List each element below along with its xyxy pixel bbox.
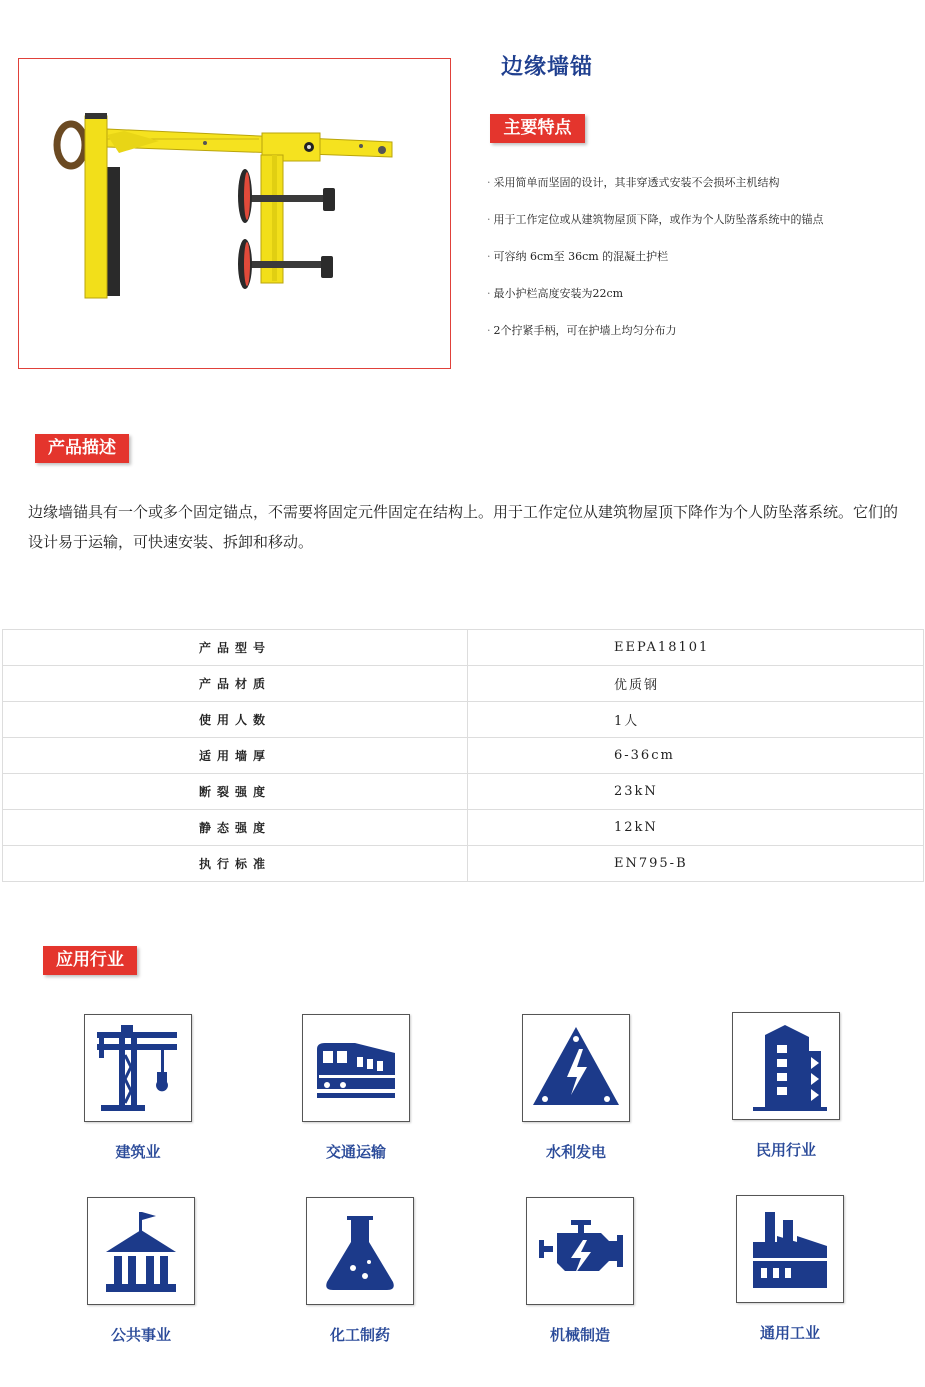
bullet-dot: · bbox=[487, 250, 491, 263]
feature-item: · 2个拧紧手柄，可在护墙上均匀分布力 bbox=[487, 324, 677, 337]
bullet-dot: · bbox=[487, 213, 491, 226]
feature-item: · 采用简单而坚固的设计，其非穿透式安装不会损坏主机结构 bbox=[487, 176, 780, 189]
industry-label: 交通运输 bbox=[325, 1143, 386, 1161]
feature-item: · 最小护栏高度安装为22cm bbox=[487, 287, 624, 300]
industry-label: 化工制药 bbox=[329, 1326, 390, 1344]
spec-key: 产品型号 bbox=[3, 630, 468, 666]
product-image bbox=[18, 58, 451, 369]
bullet-dot: · bbox=[487, 176, 491, 189]
industry-label: 民用行业 bbox=[755, 1141, 816, 1159]
bullet-dot: · bbox=[487, 287, 491, 300]
features-tag: 主要特点 bbox=[490, 114, 585, 143]
table-row bbox=[3, 630, 924, 666]
electric-warning-icon bbox=[522, 1014, 630, 1122]
table-row bbox=[3, 810, 924, 846]
spec-value: 6-36cm bbox=[468, 738, 924, 774]
industry-tag: 应用行业 bbox=[43, 946, 137, 975]
table-row bbox=[3, 846, 924, 882]
spec-value: 1人 bbox=[468, 702, 924, 738]
train-icon bbox=[302, 1014, 410, 1122]
public-building-icon bbox=[87, 1197, 195, 1305]
feature-item: · 用于工作定位或从建筑物屋顶下降，或作为个人防坠落系统中的锚点 bbox=[487, 213, 824, 226]
spec-value: 优质钢 bbox=[468, 666, 924, 702]
features-list bbox=[487, 175, 824, 360]
bullet-dot: · bbox=[487, 324, 491, 337]
industry-label: 机械制造 bbox=[549, 1326, 610, 1344]
spec-key: 断裂强度 bbox=[3, 774, 468, 810]
spec-value: 12kN bbox=[468, 810, 924, 846]
product-title: 边缘墙锚 bbox=[501, 55, 594, 80]
engine-icon bbox=[526, 1197, 634, 1305]
industry-label: 通用工业 bbox=[759, 1324, 820, 1342]
spec-table bbox=[2, 629, 924, 882]
spec-value: EN795-B bbox=[468, 846, 924, 882]
spec-value: EEPA18101 bbox=[468, 630, 924, 666]
flask-icon bbox=[306, 1197, 414, 1305]
industry-item-construction bbox=[83, 1014, 193, 1162]
table-row bbox=[3, 666, 924, 702]
feature-item: · 可容纳 6cm至 36cm 的混凝土护栏 bbox=[487, 250, 669, 263]
table-row bbox=[3, 774, 924, 810]
industry-item-public bbox=[86, 1197, 196, 1345]
spec-key: 产品材质 bbox=[3, 666, 468, 702]
table-row bbox=[3, 738, 924, 774]
industry-label: 建筑业 bbox=[115, 1143, 161, 1161]
industry-item-general bbox=[735, 1195, 845, 1343]
industry-label: 公共事业 bbox=[110, 1326, 171, 1344]
industry-item-civil bbox=[731, 1012, 841, 1160]
spec-key: 使用人数 bbox=[3, 702, 468, 738]
spec-key: 执行标准 bbox=[3, 846, 468, 882]
industry-label: 水利发电 bbox=[545, 1143, 606, 1161]
spec-value: 23kN bbox=[468, 774, 924, 810]
industry-item-hydropower bbox=[521, 1014, 631, 1162]
factory-icon bbox=[736, 1195, 844, 1303]
description-text: 边缘墙锚具有一个或多个固定锚点，不需要将固定元件固定在结构上。用于工作定位从建筑物屋顶下降作为个人防坠落系统。它们的设计易于运输，可快速安装、拆卸和移动。 bbox=[28, 503, 899, 551]
description-tag: 产品描述 bbox=[35, 434, 129, 463]
table-row bbox=[3, 702, 924, 738]
building-icon bbox=[732, 1012, 840, 1120]
crane-icon bbox=[84, 1014, 192, 1122]
spec-key: 静态强度 bbox=[3, 810, 468, 846]
industry-item-machinery bbox=[525, 1197, 635, 1345]
industry-item-transport bbox=[301, 1014, 411, 1162]
spec-key: 适用墙厚 bbox=[3, 738, 468, 774]
industry-item-chemical bbox=[305, 1197, 415, 1345]
